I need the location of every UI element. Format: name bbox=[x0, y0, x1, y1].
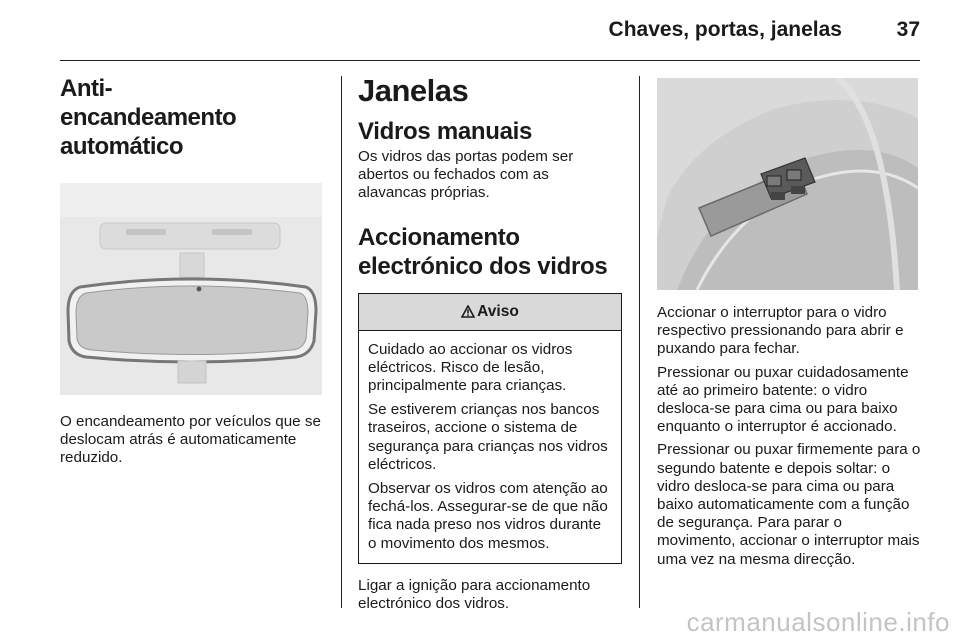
header-divider bbox=[60, 60, 920, 61]
warning-paragraph: Observar os vidros com atenção ao fechá-los. Assegurar-se de que não fica nada preso nos vidros durante o movimento dos mesmos. bbox=[368, 480, 608, 552]
subsection-title-manual-windows: Vidros manuais bbox=[358, 118, 533, 145]
window-switch-illustration bbox=[657, 78, 918, 290]
window-switch-paragraph: Accionar o interruptor para o vidro respectivo pressionando para abrir e puxando para fechar. bbox=[657, 304, 904, 358]
warning-body bbox=[359, 331, 621, 563]
page-number: 37 bbox=[896, 18, 920, 41]
warning-triangle-icon bbox=[461, 305, 475, 318]
warning-paragraph: Se estiverem crianças nos bancos traseiros, accione o sistema de segurança para crianças nos vidros eléctricos. bbox=[368, 401, 608, 473]
warning-title: Aviso bbox=[477, 302, 519, 320]
column-power-window-operation bbox=[657, 74, 921, 569]
window-switch-photo bbox=[657, 78, 918, 290]
section-title-windows: Janelas bbox=[358, 73, 469, 108]
window-switch-paragraph: Pressionar ou puxar firmemente para o segundo batente e depois soltar: o vidro desloca-se para cima ou para baixo automaticamente com a função de segurança. Para parar o movimento, accionar o interruptor mais uma vez na mesma direcção. bbox=[657, 441, 921, 568]
ignition-text: Ligar a ignição para accionamento electrónico dos vidros. bbox=[358, 576, 591, 613]
warning-box bbox=[358, 293, 622, 564]
auto-dimming-text: O encandeamento por veículos que se deslocam atrás é automaticamente reduzido. bbox=[60, 413, 321, 467]
manual-windows-text: Os vidros das portas podem ser abertos ou fechados com as alavancas próprias. bbox=[358, 148, 574, 202]
watermark-text: carmanualsonline.info bbox=[686, 607, 950, 637]
warning-header bbox=[359, 294, 621, 331]
column-divider bbox=[639, 76, 640, 608]
section-title-auto-dimming: Anti-encandeamento automático bbox=[60, 75, 237, 160]
column-auto-dimming bbox=[60, 74, 326, 468]
running-header-title: Chaves, portas, janelas bbox=[608, 18, 842, 41]
rear-view-mirror-photo bbox=[60, 183, 322, 395]
window-switch-paragraph: Pressionar ou puxar cuidadosamente até ao primeiro batente: o vidro desloca-se para cima ou para baixo enquanto o interruptor é accionado. bbox=[657, 363, 909, 436]
subsection-title-power-windows: Accionamento electrónico dos vidros bbox=[358, 223, 608, 280]
column-windows bbox=[358, 74, 624, 613]
column-divider bbox=[341, 76, 342, 608]
warning-paragraph: Cuidado ao accionar os vidros eléctricos. Risco de lesão, principalmente para crianças. bbox=[368, 340, 573, 395]
rear-view-mirror-illustration bbox=[60, 183, 322, 395]
